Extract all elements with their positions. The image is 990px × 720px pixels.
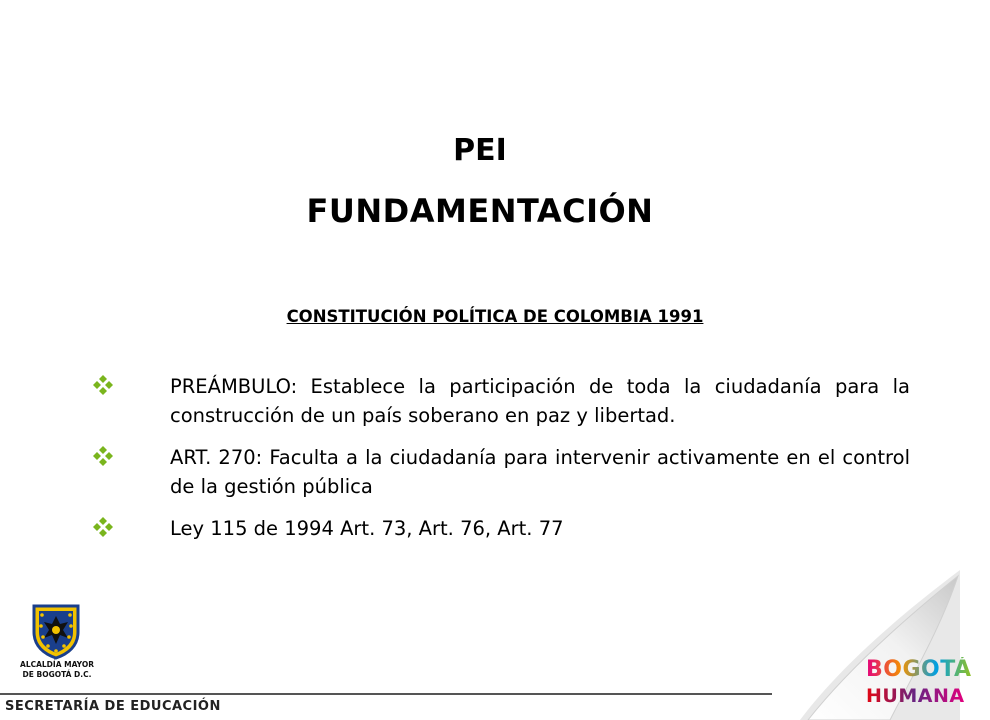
footer-department: SECRETARÍA DE EDUCACIÓN [5, 699, 221, 714]
bullet-text: PREÁMBULO: Establece la participación de toda la ciudadanía para la construcción de un país soberano en paz y libertad. [170, 375, 910, 427]
footer-divider [0, 693, 772, 695]
logo-word-humana: HUMANA [866, 685, 965, 707]
bullet-item [92, 372, 910, 430]
slide-title: PEI [453, 133, 507, 168]
coat-of-arms-icon [30, 602, 82, 660]
bogota-humana-logo [866, 659, 972, 681]
bogota-humana-logo-subtitle [866, 687, 965, 706]
bullet-item [92, 514, 910, 543]
slide-heading: FUNDAMENTACIÓN [306, 192, 654, 230]
bullet-text: Ley 115 de 1994 Art. 73, Art. 76, Art. 77 [170, 517, 564, 540]
bullet-item [92, 443, 910, 501]
subtitle-text: CONSTITUCIÓN POLÍTICA DE COLOMBIA 1991 [286, 307, 704, 326]
diamond-four-icon [92, 445, 114, 467]
slide-subtitle [0, 307, 990, 326]
logo-word-bogota: BOGOTÁ [866, 657, 972, 682]
bullet-list [92, 372, 910, 556]
crest-caption-line: DE BOGOTÁ D.C. [22, 670, 92, 679]
bullet-text: ART. 270: Faculta a la ciudadanía para intervenir activamente en el control de la gestión pública [170, 446, 910, 498]
crest-caption [14, 660, 100, 680]
crest-caption-line: ALCALDÍA MAYOR [20, 660, 94, 669]
diamond-four-icon [92, 374, 114, 396]
diamond-four-icon [92, 516, 114, 538]
